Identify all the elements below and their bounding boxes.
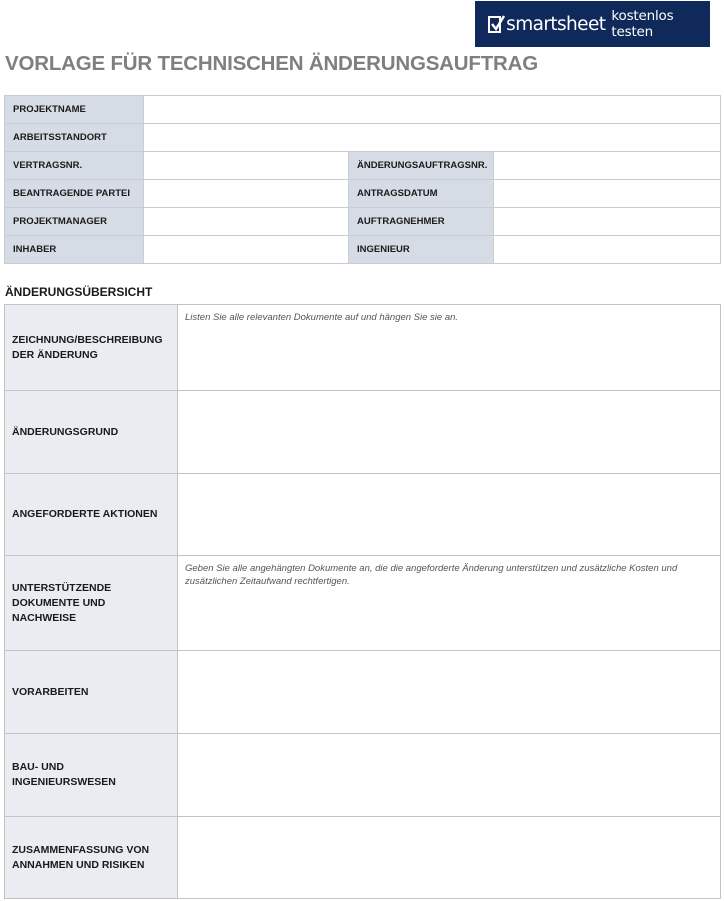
assumptions-risks-label: ZUSAMMENFASSUNG VON ANNAHMEN UND RISIKEN <box>5 817 178 899</box>
owner-field[interactable] <box>144 236 349 264</box>
table-row <box>5 391 721 474</box>
change-reason-field[interactable] <box>178 391 721 474</box>
requested-actions-label: ANGEFORDERTE AKTIONEN <box>5 474 178 556</box>
table-row <box>5 180 721 208</box>
free-trial-link[interactable]: kostenlos testen <box>611 8 674 40</box>
change-order-no-label: ÄNDERUNGSAUFTRAGSNR. <box>349 152 494 180</box>
requesting-party-field[interactable] <box>144 180 349 208</box>
table-row <box>5 236 721 264</box>
contractor-field[interactable] <box>494 208 721 236</box>
engineer-label: INGENIEUR <box>349 236 494 264</box>
table-row <box>5 208 721 236</box>
project-manager-field[interactable] <box>144 208 349 236</box>
table-row <box>5 305 721 391</box>
work-location-field[interactable] <box>144 124 721 152</box>
request-date-label: ANTRAGSDATUM <box>349 180 494 208</box>
change-order-no-field[interactable] <box>494 152 721 180</box>
page-title: VORLAGE FÜR TECHNISCHEN ÄNDERUNGSAUFTRAG <box>5 52 538 75</box>
table-row <box>5 556 721 651</box>
construction-engineering-field[interactable] <box>178 734 721 817</box>
preliminary-work-label: VORARBEITEN <box>5 651 178 734</box>
table-row <box>5 474 721 556</box>
smartsheet-trial-banner[interactable] <box>475 1 710 47</box>
contractor-label: AUFTRAGNEHMER <box>349 208 494 236</box>
supporting-documents-field[interactable]: Geben Sie alle angehängten Dokumente an, die die angeforderte Änderung unterstützen und zusätzliche Kosten und zusätzlichen Zeitaufwand rechtfertigen. <box>178 556 721 651</box>
construction-engineering-label: BAU- UND INGENIEURSWESEN <box>5 734 178 817</box>
table-row <box>5 124 721 152</box>
change-reason-label: ÄNDERUNGSGRUND <box>5 391 178 474</box>
brand-name: smartsheet <box>506 13 606 35</box>
requested-actions-field[interactable] <box>178 474 721 556</box>
supporting-documents-label: UNTERSTÜTZENDE DOKUMENTE UND NACHWEISE <box>5 556 178 651</box>
engineer-field[interactable] <box>494 236 721 264</box>
table-row <box>5 152 721 180</box>
drawing-description-label: ZEICHNUNG/BESCHREIBUNG DER ÄNDERUNG <box>5 305 178 391</box>
change-summary-table <box>4 304 721 899</box>
project-name-label: PROJEKTNAME <box>5 96 144 124</box>
change-summary-heading: ÄNDERUNGSÜBERSICHT <box>5 285 153 299</box>
contract-no-label: VERTRAGSNR. <box>5 152 144 180</box>
request-date-field[interactable] <box>494 180 721 208</box>
smartsheet-logo-icon <box>488 16 501 33</box>
table-row <box>5 96 721 124</box>
assumptions-risks-field[interactable] <box>178 817 721 899</box>
table-row <box>5 817 721 899</box>
contract-no-field[interactable] <box>144 152 349 180</box>
preliminary-work-field[interactable] <box>178 651 721 734</box>
requesting-party-label: BEANTRAGENDE PARTEI <box>5 180 144 208</box>
project-manager-label: PROJEKTMANAGER <box>5 208 144 236</box>
table-row <box>5 651 721 734</box>
table-row <box>5 734 721 817</box>
work-location-label: ARBEITSSTANDORT <box>5 124 144 152</box>
project-name-field[interactable] <box>144 96 721 124</box>
drawing-description-field[interactable]: Listen Sie alle relevanten Dokumente auf und hängen Sie sie an. <box>178 305 721 391</box>
owner-label: INHABER <box>5 236 144 264</box>
project-info-table <box>4 95 721 264</box>
